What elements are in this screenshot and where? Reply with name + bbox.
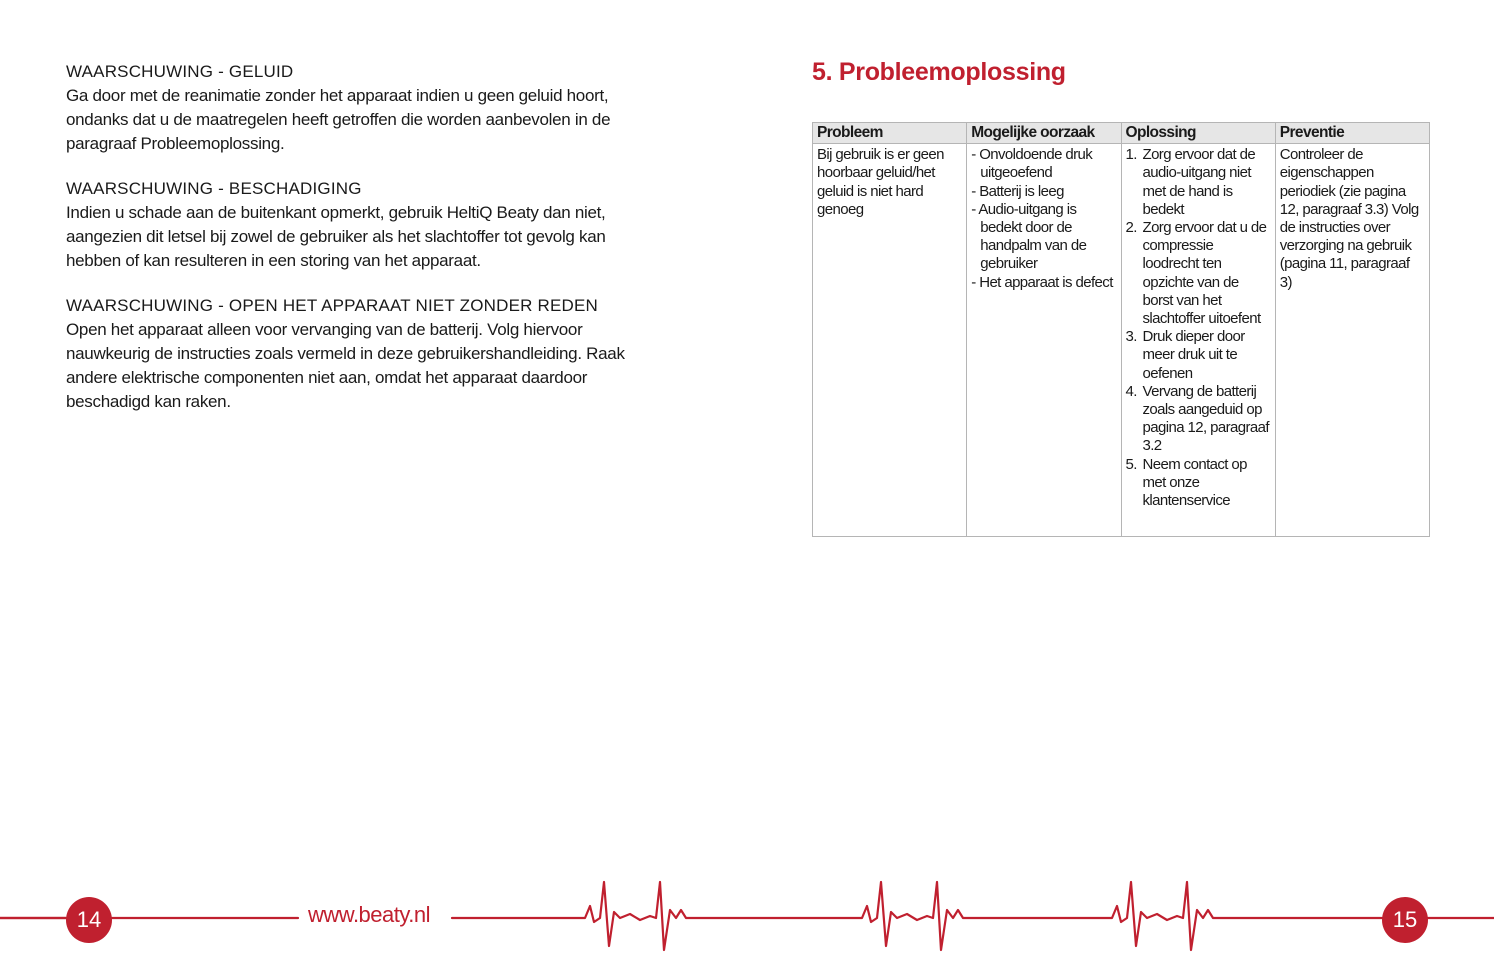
warning-body: Indien u schade aan de buitenkant opmerkt, gebruik HeltiQ Beaty dan niet, aangezien dit letsel bij zowel de gebruiker als het slachtoffer tot gevolg kan hebben of kan resulteren in een storing van het apparaat. — [66, 203, 606, 270]
solution-step — [1126, 328, 1271, 383]
table-row — [813, 144, 1430, 537]
step-text: Vervang de batterij zoals aangeduid op pagina 12, paragraaf 3.2 — [1142, 382, 1269, 455]
header-prevention: Preventie — [1275, 123, 1429, 144]
troubleshooting-table — [812, 122, 1430, 537]
step-number: 5. — [1125, 455, 1137, 473]
step-text: Zorg ervoor dat de audio-uitgang niet met de hand is bedekt — [1142, 146, 1256, 218]
warning-title: WAARSCHUWING - GELUID — [66, 62, 294, 81]
solution-step — [1126, 219, 1271, 328]
page-number-right: 15 — [1382, 897, 1428, 943]
warnings-column — [66, 60, 646, 435]
cell-causes — [967, 144, 1121, 537]
warning-sound — [66, 60, 646, 156]
step-number: 4. — [1125, 382, 1137, 400]
cell-problem: Bij gebruik is er geen hoorbaar geluid/het geluid is niet hard genoeg — [813, 144, 967, 537]
cell-prevention: Controleer de eigenschappen periodiek (zie pagina 12, paragraaf 3.3) Volg de instructies over verzorging na gebruik (pagina 11, paragraaf 3) — [1275, 144, 1429, 537]
cause-item: - Audio-uitgang is bedekt door de handpalm van de gebruiker — [971, 200, 1087, 273]
warning-body: Ga door met de reanimatie zonder het apparaat indien u geen geluid hoort, ondanks dat u de maatregelen heeft getroffen die worden aanbevolen in de paragraaf Probleemoplossing. — [66, 86, 611, 153]
cause-item: - Onvoldoende druk uitgeoefend — [971, 146, 1093, 182]
step-number: 1. — [1125, 146, 1137, 164]
page-number-left: 14 — [66, 897, 112, 943]
website-link[interactable]: www.beaty.nl — [308, 902, 430, 927]
header-cause: Mogelijke oorzaak — [967, 123, 1121, 144]
section-title: 5. Probleemoplossing — [812, 58, 1066, 86]
step-text: Druk dieper door meer druk uit te oefenen — [1142, 328, 1245, 382]
warning-damage — [66, 177, 646, 273]
step-text: Neem contact op met onze klantenservice — [1142, 455, 1247, 510]
solution-step — [1126, 383, 1271, 456]
warning-body: Open het apparaat alleen voor vervanging van de batterij. Volg hiervoor nauwkeurig de instructies zoals vermeld in deze gebruikershandleiding. Raak andere elektrische componenten niet aan, omdat het apparaat daardoor beschadigd kan raken. — [66, 320, 625, 411]
solution-step — [1126, 456, 1271, 511]
header-problem: Probleem — [813, 123, 967, 144]
footer — [0, 860, 1494, 980]
warning-open-device — [66, 294, 646, 414]
step-number: 3. — [1125, 328, 1137, 346]
cell-solutions — [1121, 144, 1275, 537]
warning-title: WAARSCHUWING - OPEN HET APPARAAT NIET ZONDER REDEN — [66, 296, 599, 315]
cause-item: - Het apparaat is defect — [971, 273, 1113, 291]
step-text: Zorg ervoor dat u de compressie loodrecht ten opzichte van de borst van het slachtoffer uitoefent — [1142, 219, 1267, 328]
cause-item: - Batterij is leeg — [971, 182, 1064, 200]
table-header-row — [813, 123, 1430, 144]
heartbeat-line-icon — [0, 860, 1494, 980]
step-number: 2. — [1125, 219, 1137, 237]
warning-title: WAARSCHUWING - BESCHADIGING — [66, 179, 362, 198]
solution-step — [1126, 146, 1271, 219]
header-solution: Oplossing — [1121, 123, 1275, 144]
